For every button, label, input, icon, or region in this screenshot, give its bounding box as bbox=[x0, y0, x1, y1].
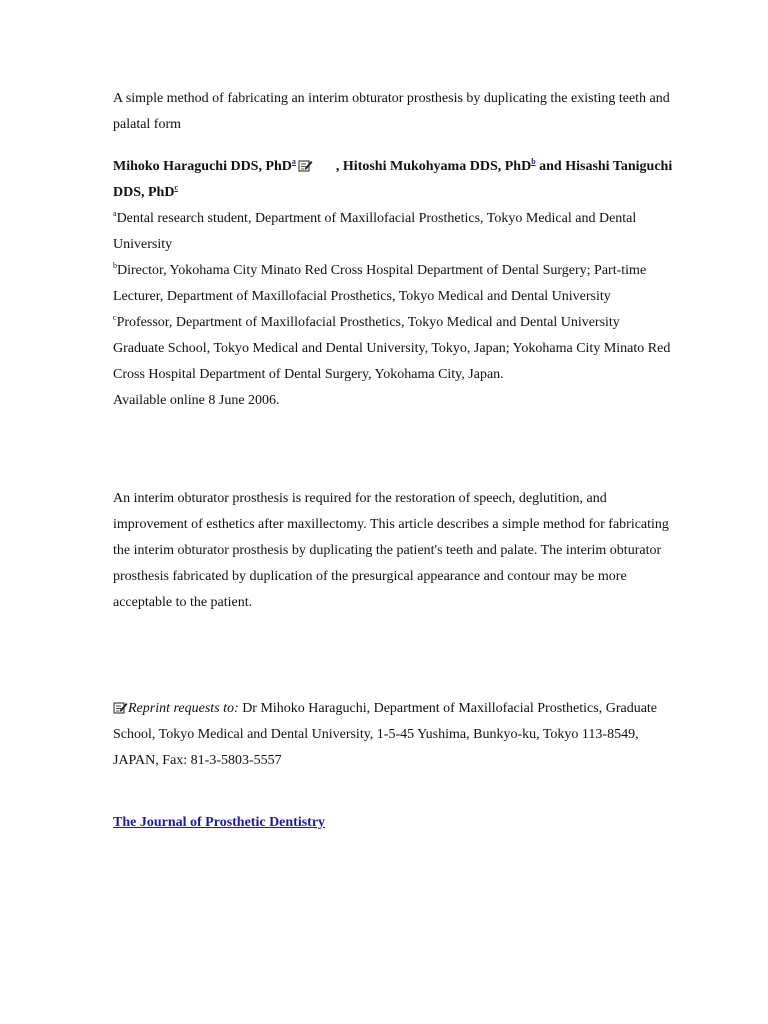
affiliation-c bbox=[113, 310, 673, 336]
reprint-label: Reprint requests to: bbox=[128, 701, 239, 716]
affiliation-b-text: Director, Yokohama City Minato Red Cross Hospital Department of Dental Surgery; Part-time Lecturer, Department of Maxillofacial Prosthetics, Tokyo Medical and Dental University bbox=[113, 263, 647, 304]
article-title: A simple method of fabricating an interim obturator prosthesis by duplicating the existing teeth and palatal form bbox=[113, 91, 670, 132]
abstract-text: An interim obturator prosthesis is required for the restoration of speech, deglutition, and improvement of esthetics after maxillectomy. This article describes a simple method for fabricating the interim obturator prosthesis by duplicating the patient's teeth and palate. The interim obturator prosthesis fabricated by duplication of the presurgical appearance and contour may be more acceptable to the patient. bbox=[113, 491, 669, 610]
affiliation-c-text: Professor, Department of Maxillofacial Prosthetics, Tokyo Medical and Dental University bbox=[116, 315, 620, 330]
author-1-affiliation-link[interactable]: a bbox=[291, 157, 296, 166]
reprint-address: Dr Mihoko Haraguchi, Department of Maxillofacial Prosthetics, Graduate School, Tokyo Medical and Dental University, 1-5-45 Yushima, Bunkyo-ku, Tokyo 113-8549, JAPAN, Fax: 81-3-5803-5557 bbox=[113, 701, 658, 768]
email-edit-icon[interactable] bbox=[113, 698, 128, 711]
affiliation-c-marker: c bbox=[113, 313, 117, 322]
author-3-name: and Hisashi Taniguchi DDS, PhD bbox=[113, 159, 673, 200]
available-online-date: Available online 8 June 2006. bbox=[113, 393, 280, 408]
affiliation-a bbox=[113, 206, 673, 258]
author-list bbox=[113, 154, 673, 206]
affiliation-a-text: Dental research student, Department of Maxillofacial Prosthetics, Tokyo Medical and Dental University bbox=[113, 211, 637, 252]
institution: Graduate School, Tokyo Medical and Dental University, Tokyo, Japan; Yokohama City Minato Red Cross Hospital Department of Dental Surgery, Yokohama City, Japan. bbox=[113, 341, 671, 382]
affiliation-b-marker: b bbox=[113, 261, 117, 270]
email-edit-icon[interactable] bbox=[298, 156, 313, 169]
author-1-name: Mihoko Haraguchi DDS, PhD bbox=[113, 159, 292, 174]
reprint-requests bbox=[113, 696, 673, 774]
article-page bbox=[113, 86, 673, 836]
author-2-affiliation-link[interactable]: b bbox=[531, 157, 536, 166]
journal-link[interactable]: The Journal of Prosthetic Dentistry bbox=[113, 815, 326, 830]
author-2-name: , Hitoshi Mukohyama DDS, PhD bbox=[335, 159, 532, 174]
affiliation-a-marker: a bbox=[113, 209, 117, 218]
author-3-affiliation-link[interactable]: c bbox=[174, 183, 179, 192]
affiliation-b bbox=[113, 258, 673, 310]
